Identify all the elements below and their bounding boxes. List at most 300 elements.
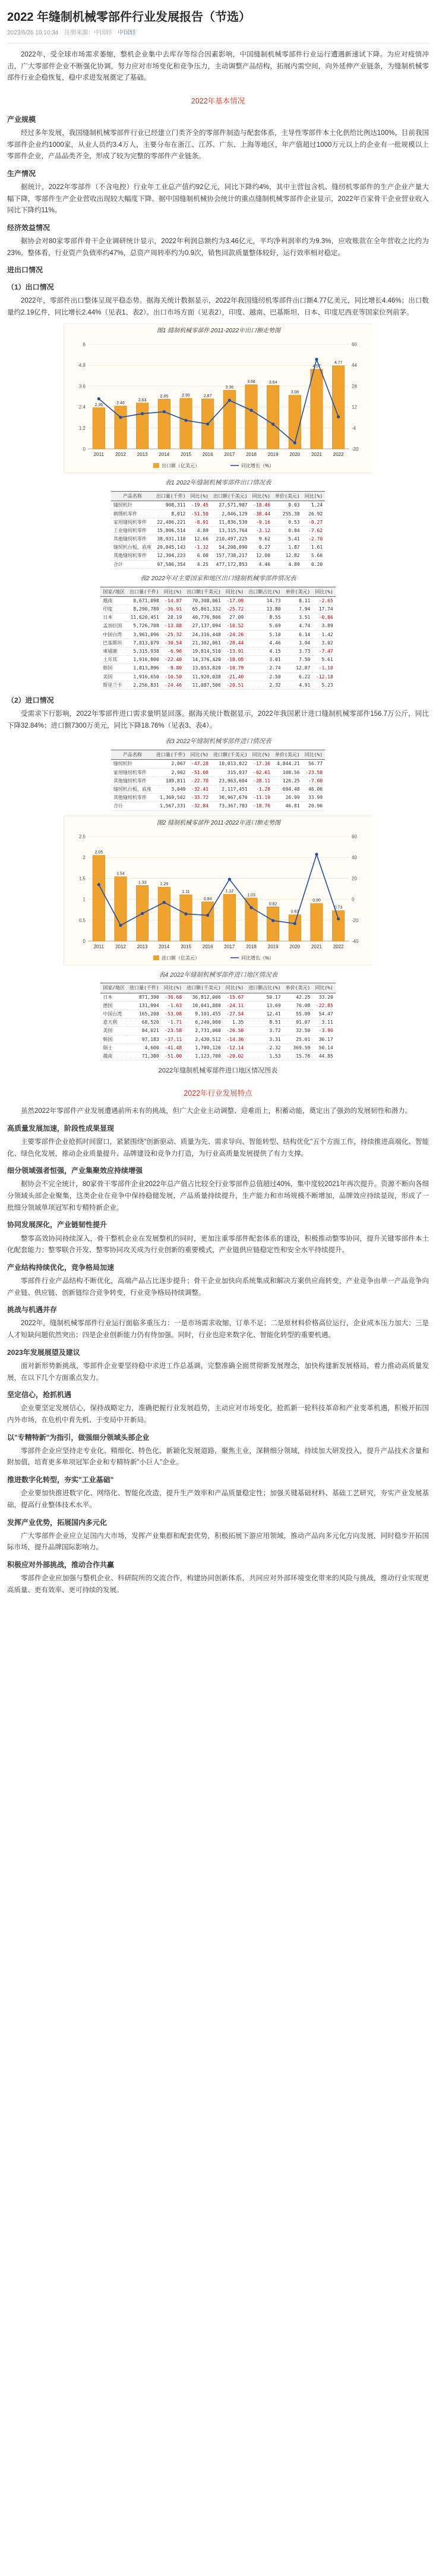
table-row	[100, 1043, 336, 1052]
table-cell: 2.32	[246, 681, 283, 689]
table-cell: 9.62	[250, 535, 273, 543]
growth-point	[271, 423, 274, 426]
figure-table3	[7, 737, 429, 810]
table-cell: 65,861,332	[184, 605, 223, 614]
article-source: 注册来源：中国轻	[64, 30, 112, 36]
table-cell: 缝纫机台板、底座	[111, 785, 154, 794]
table-cell: 73,367,783	[211, 802, 250, 810]
bar-value-label: 0.73	[334, 905, 343, 910]
table-cell: 694.48	[273, 785, 302, 794]
table-cell: 477,172,853	[211, 560, 250, 568]
x-tick-label: 2021	[311, 943, 322, 949]
table-cell: 2,256,831	[127, 681, 162, 689]
table-row	[100, 647, 336, 656]
table-cell: 合计	[111, 560, 154, 568]
table-cell: 8,290,780	[127, 605, 162, 614]
x-tick-label: 2022	[333, 452, 344, 458]
table-cell: -9.80	[162, 664, 184, 672]
table-header-cell: 同比(%)	[250, 492, 273, 501]
table-cell: 315,037	[211, 768, 250, 776]
y2-tick-label: -20	[352, 446, 359, 452]
table-cell: 3.01	[246, 656, 283, 664]
table-row	[111, 768, 325, 776]
table-cell: -24.26	[223, 630, 246, 639]
y2-tick-label: 12	[352, 404, 357, 410]
x-tick-label: 2016	[202, 452, 213, 458]
table3-title: 表3 2022年缝制机械零部件进口情况表	[165, 738, 271, 746]
table-cell: 日本	[100, 993, 127, 1001]
chart-title: 图2 缝制机械零部件 2011-2022年进口额走势图	[156, 819, 281, 826]
table-cell: 2,430,512	[184, 1035, 223, 1043]
table-cell: 17.74	[312, 605, 335, 614]
bar	[289, 395, 301, 449]
table-cell: 108.56	[273, 768, 302, 776]
table-cell: 1.53	[246, 1052, 283, 1060]
table-cell: 8.55	[246, 614, 283, 622]
x-tick-label: 2019	[267, 452, 279, 458]
table1-title: 表1 2022年缝制机械零部件出口情况表	[165, 479, 271, 487]
table-cell: -18.76	[250, 802, 273, 810]
table-cell: -47.28	[188, 760, 211, 768]
bar-value-label: 0.63	[290, 910, 299, 914]
table-cell: 70,308,061	[184, 596, 223, 605]
legend-swatch-bar	[153, 463, 159, 468]
table-cell: 0.03	[273, 501, 302, 509]
bar-value-label: 0.94	[203, 897, 212, 901]
growth-point	[315, 853, 318, 855]
table-row	[100, 605, 336, 614]
table-cell: 157,738,217	[211, 552, 250, 560]
table-cell: 3.73	[283, 647, 313, 656]
table-header-cell: 单价(美元)	[283, 983, 313, 993]
legend-swatch-bar	[153, 955, 159, 960]
table-cell: 4.89	[273, 560, 302, 568]
article-date: 2023/6/26 10:10:34	[7, 30, 59, 36]
y2-tick-label: 44	[352, 363, 357, 369]
table-cell: 0.84	[273, 526, 302, 534]
paragraph-export: 2022年，零部件出口整体呈现平稳态势。据海关统计数据显示，2022年我国缝纫机零部件出口额4.77亿美元，同比增长4.46%；出口数量约2.19亿件，同比增长2.44%（见表1、表2）。出口市场方面（见表2），印度、越南、巴基斯坦、日本、印度尼西亚等国家位列前茅。	[7, 297, 429, 316]
growth-point	[184, 419, 187, 422]
table-cell: 印度	[100, 605, 127, 614]
x-tick-label: 2019	[267, 943, 279, 949]
figure-table1	[7, 478, 429, 569]
table-cell: -3.12	[250, 526, 273, 534]
table-cell: -33.72	[188, 794, 211, 802]
growth-point	[228, 399, 231, 402]
table-row	[100, 622, 336, 630]
heading-suggest-5: 积极应对外部挑战，推动合作共赢	[7, 1560, 115, 1569]
y-tick-label: 1	[83, 897, 86, 902]
x-tick-label: 2022	[333, 943, 344, 949]
table-cell: 12.41	[246, 1009, 283, 1018]
table-cell: 20.96	[302, 802, 325, 810]
table-cell: -7.62	[302, 526, 325, 534]
table-cell: 2,117,451	[211, 785, 250, 794]
table-row	[100, 1027, 336, 1035]
table-cell: 1,916,650	[127, 672, 162, 681]
table-cell: 4.89	[188, 526, 211, 534]
table-header-cell: 进口额占比(%)	[246, 983, 283, 993]
table-cell: -2.70	[302, 535, 325, 543]
table-row	[111, 509, 325, 518]
table-cell: -6.96	[162, 647, 184, 656]
bar-value-label: 3.08	[290, 390, 299, 395]
table-header-cell: 进口额(千美元)	[211, 750, 250, 760]
table-row	[100, 664, 336, 672]
table-cell: 76.08	[283, 1001, 313, 1009]
table-header-cell: 出口量(千件)	[154, 492, 188, 501]
y-tick-label: 1.5	[78, 875, 86, 881]
bar	[223, 894, 236, 941]
paragraph-feature-4: 零部件行业产品结构不断优化，高端产品占比逐步提升；骨干企业加快向系统集成和解决方案供应商转变，产业竞争由单一产品竞争向产业链、供应链、创新链综合竞争转变，行业竞争格局持续调整。	[7, 1277, 429, 1297]
bar-value-label: 1.03	[247, 893, 255, 898]
table-row	[100, 1052, 336, 1060]
table-header-cell: 同比(%)	[162, 587, 184, 596]
bar-value-label: 2.90	[182, 394, 190, 398]
table-cell: -13.91	[223, 647, 246, 656]
y2-tick-label: 0	[352, 897, 355, 902]
y-tick-label: 2.5	[78, 833, 86, 839]
table4	[100, 983, 336, 1061]
table-cell: -38.44	[250, 509, 273, 518]
table-cell: 家用缝纫机零件	[111, 768, 154, 776]
table-cell: 刺绣机零件	[111, 509, 154, 518]
table-cell: -2.65	[312, 596, 335, 605]
table-header-cell: 进口额(千美元)	[184, 983, 223, 993]
table-cell: 7.94	[283, 605, 313, 614]
table-cell: 1,123,700	[184, 1052, 223, 1060]
x-tick-label: 2015	[181, 452, 191, 458]
table-cell: 6.22	[283, 672, 313, 681]
figure-export-chart	[7, 323, 429, 473]
paragraph-feature-1: 主要零部件企业抢抓时间窗口，紧紧围绕"创新驱动、质量为先、需求导向、智能转型、结构优化"五个方面工作，持续推进高端化、智能化、绿色化发展，推动企业质量提升、品牌建设和竞争力打造，为行业高质量发展提供了有力支撑。	[7, 1138, 429, 1158]
heading-trade: 进出口情况	[7, 266, 43, 275]
table-cell: 210,497,225	[211, 535, 250, 543]
bar	[267, 907, 279, 941]
table-row	[100, 993, 336, 1001]
table-cell: 1.42	[312, 630, 335, 639]
heading-feature-4: 产业结构持续优化，竞争格局加速	[7, 1263, 115, 1272]
heading-feature-3: 协同发展深化，产业链韧性提升	[7, 1221, 108, 1229]
table-row	[111, 785, 325, 794]
table-cell: -28.11	[250, 776, 273, 785]
bar	[115, 406, 127, 449]
table-cell: -17.36	[250, 760, 273, 768]
table-cell: 工业缝纫机零件	[111, 526, 154, 534]
table-header-cell: 同比(%)	[250, 750, 273, 760]
table-header-row	[100, 587, 336, 596]
paragraph-suggest-1: 企业要坚定发展信心，保持战略定力，准确把握行业发展趋势，主动应对市场变化，抢抓新一轮科技革命和产业变革机遇，积极开拓国内外市场，在危机中育先机、于变局中开新局。	[7, 1405, 429, 1424]
table-cell: 10,041,880	[184, 1001, 223, 1009]
table-row	[111, 552, 325, 560]
table-cell: 5.41	[273, 535, 302, 543]
table-cell: 97,586,354	[154, 560, 188, 568]
table-cell: 3.31	[246, 1035, 283, 1043]
bar	[332, 910, 345, 941]
table-header-cell: 同比(%)	[188, 492, 211, 501]
table-cell: 合计	[111, 802, 154, 810]
table-header-cell: 同比(%)	[302, 492, 325, 501]
paragraph-suggest-2: 零部件企业应坚持走专业化、精细化、特色化、新颖化发展道路，聚焦主业，深耕细分领域，持续加大研发投入，提升产品技术含量和附加值，培育更多单项冠军企业和专精特新"小巨人"企业。	[7, 1447, 429, 1467]
bar-value-label: 2.46	[116, 401, 125, 406]
table-cell: -1.28	[250, 785, 273, 794]
table-cell: 10,013,022	[211, 760, 250, 768]
growth-point	[337, 416, 340, 419]
bar-value-label: 2.85	[160, 394, 169, 399]
paragraph-features-intro: 虽然2022年零部件产业发展遭遇前所未有的挑战，但广大企业主动调整、迎难而上，积蓄动能，奠定出了强劲的发展韧性和潜力。	[21, 1108, 412, 1115]
table-cell: 家用缝纫机零件	[111, 518, 154, 526]
bar	[180, 398, 192, 449]
table-cell: -24.46	[162, 681, 184, 689]
table-row	[100, 596, 336, 605]
table-cell: 255.38	[273, 509, 302, 518]
bar-value-label: 2.05	[94, 850, 103, 855]
table-cell: 其他缝纫机零件	[111, 776, 154, 785]
table-cell: 德国	[100, 1001, 127, 1009]
table-cell: -32.84	[188, 802, 211, 810]
y-tick-label: 0	[83, 446, 86, 452]
x-tick-label: 2017	[224, 452, 235, 458]
table1	[111, 491, 325, 569]
table-cell: 29,045,143	[154, 543, 188, 552]
heading-outlook: 2023年发展展望及建议	[7, 1348, 80, 1357]
table-cell: -22.70	[188, 776, 211, 785]
chart-title: 图1 缝制机械零部件 2011-2022年出口额走势图	[156, 328, 281, 335]
table-cell: 28.19	[162, 614, 184, 622]
table-cell: -9.16	[250, 518, 273, 526]
growth-point	[141, 413, 144, 416]
table-cell: 71,300	[127, 1052, 162, 1060]
x-tick-label: 2011	[93, 943, 104, 949]
table-row	[111, 794, 325, 802]
table-cell: 871,390	[127, 993, 162, 1001]
table-cell: 7,013,079	[127, 639, 162, 647]
bar	[158, 887, 170, 941]
source-link[interactable]: 中国轻	[118, 30, 136, 36]
table-cell: 6,240,000	[184, 1018, 223, 1027]
table-cell: -0.27	[302, 518, 325, 526]
table-cell: 3,961,096	[127, 630, 162, 639]
table-cell: 9,101,455	[184, 1009, 223, 1018]
table-row	[100, 672, 336, 681]
table-cell: -10.52	[223, 622, 246, 630]
table-cell: 5.61	[312, 656, 335, 664]
x-tick-label: 2012	[115, 452, 126, 458]
table-cell: 土耳其	[100, 656, 127, 664]
table-cell: 韩国	[100, 1035, 127, 1043]
table-cell: -41.48	[162, 1043, 184, 1052]
table-cell: 3.89	[312, 622, 335, 630]
table-header-cell: 同比(%)	[162, 983, 184, 993]
bar-value-label: 1.29	[160, 882, 169, 886]
table-cell: -18.46	[250, 501, 273, 509]
table-cell: 瑞士	[100, 1043, 127, 1052]
table-cell: 越南	[100, 1052, 127, 1060]
table-cell: 7.50	[283, 656, 313, 664]
figure-import-chart	[7, 816, 429, 965]
heading-feature-1: 高质量发展加速，阶段性成果显现	[7, 1124, 115, 1133]
table-cell: 2.32	[246, 1043, 283, 1052]
table-header-cell: 产品名称	[111, 750, 154, 760]
table-row	[111, 760, 325, 768]
table-cell: 21,302,061	[184, 639, 223, 647]
growth-point	[249, 409, 252, 412]
heading-suggest-4: 发挥产业优势，拓展国内多元化	[7, 1518, 108, 1527]
table-cell: -25.72	[223, 605, 246, 614]
table-cell: 165,208	[127, 1009, 162, 1018]
table-cell: -21.40	[223, 672, 246, 681]
growth-point	[271, 919, 274, 921]
table-cell: 0.20	[302, 560, 325, 568]
table-header-cell: 同比(%)	[302, 750, 325, 760]
table-cell: 91.07	[283, 1018, 313, 1027]
table-cell: -22.85	[312, 1001, 335, 1009]
bar	[93, 408, 105, 449]
table-cell: -12.18	[312, 672, 335, 681]
table-cell: 柬埔寨	[100, 647, 127, 656]
paragraph-feature-2: 据协会不完全统计，80家骨干零部件企业2022年总产值占比较全行业零部件总值超过40%，集中度较2021年再次提升。资源不断向各细分领域头部企业聚集，这类企业在竞争中保持稳健发展，产品质量持续提升，生产能力和市场规模不断增加，品牌效应持续显现，形成了一批细分领域单项冠军和专精特新企业。	[7, 1181, 429, 1212]
table-cell: 11,620,451	[127, 614, 162, 622]
y2-tick-label: 28	[352, 383, 357, 389]
table-cell: 其他缝纫机零件	[111, 535, 154, 543]
growth-point	[206, 914, 209, 917]
bar	[93, 855, 105, 941]
table-cell: 0.53	[273, 518, 302, 526]
table-cell: 缝纫机针	[111, 760, 154, 768]
table-cell: 3,049	[154, 785, 188, 794]
table-cell: 12.87	[283, 664, 313, 672]
table-cell: -15.67	[223, 993, 246, 1001]
table-cell: -51.50	[188, 509, 211, 518]
table-cell: 8.11	[283, 596, 313, 605]
table-cell: 其他缝纫机零件	[111, 794, 154, 802]
growth-point	[184, 912, 187, 915]
y2-tick-label: -4	[352, 426, 356, 432]
table-cell: 11,087,506	[184, 681, 223, 689]
growth-point	[293, 921, 296, 924]
table-cell: 33.20	[312, 993, 335, 1001]
growth-point	[293, 442, 296, 445]
table-cell: -7.47	[312, 647, 335, 656]
heading-feature-2: 细分领域强者恒强，产业集聚效应持续增强	[7, 1166, 143, 1175]
table-cell: 缝纫机针	[111, 501, 154, 509]
table-cell: -3.90	[312, 1027, 335, 1035]
heading-suggest-3: 推进数字化转型，夯实"工业基础"	[7, 1476, 114, 1484]
table-cell: 8,671,098	[127, 596, 162, 605]
legend-label-bar: 进口额（亿美元）	[162, 955, 200, 961]
x-tick-label: 2017	[224, 943, 235, 949]
table-cell: 44.85	[312, 1052, 335, 1060]
y-tick-label: 1.2	[78, 426, 86, 432]
table-cell: 12.66	[188, 535, 211, 543]
table-cell: -30.54	[162, 639, 184, 647]
bar	[311, 903, 323, 941]
bar-value-label: 0.82	[268, 901, 277, 906]
table-cell: -28.44	[223, 639, 246, 647]
growth-point	[206, 423, 209, 426]
table-cell: 中国台湾	[100, 630, 127, 639]
table-cell: -10.79	[223, 664, 246, 672]
table-row	[111, 560, 325, 568]
table-cell: 0.27	[250, 543, 273, 552]
table-cell: -51.08	[188, 768, 211, 776]
bar-value-label: 4.57	[312, 364, 321, 369]
bar-value-label: 2.87	[203, 394, 212, 399]
table-cell: 46.06	[302, 785, 325, 794]
figure-caption: 2022年缝制机械零部件进口地区情况图表	[158, 1067, 278, 1075]
table-cell: 13.80	[246, 605, 283, 614]
x-tick-label: 2021	[311, 452, 322, 458]
table-cell: 越南	[100, 596, 127, 605]
chart-svg	[64, 324, 373, 473]
table-cell: -37.11	[162, 1035, 184, 1043]
figure-table2	[7, 574, 429, 690]
table-header-cell: 单价(美元)	[283, 587, 313, 596]
y2-tick-label: 60	[352, 342, 357, 348]
table-row	[100, 630, 336, 639]
table-cell: 46.81	[273, 802, 302, 810]
intro-paragraph: 2022年，受全球市场需求萎缩，整机企业集中去库存等综合因素影响，中国缝制机械零部件行业运行遭遇新速试下降。为应对疫情冲击，广大零部件企业不断强化协调，努力应对市场变化和竞争压力，主动调整产品结构，拓展内需空间，向外延伸产业链条，为缝制机械零部件行业企稳恢复，稳中求进发展奠定了基础。	[7, 51, 429, 82]
table-cell: 27.09	[223, 614, 246, 622]
table-header-row	[111, 492, 325, 501]
x-tick-label: 2011	[93, 452, 104, 458]
table-cell: 4.74	[283, 622, 313, 630]
table-row	[111, 776, 325, 785]
table-cell: -36.68	[162, 993, 184, 1001]
heading-suggest-2: 以"专精特新"为指引，做强细分领域头部企业	[7, 1433, 150, 1442]
table-cell: 26.92	[302, 509, 325, 518]
x-tick-label: 2020	[289, 943, 301, 949]
table-cell: -20.51	[223, 681, 246, 689]
table-row	[100, 656, 336, 664]
table-cell: 32.50	[283, 1027, 313, 1035]
table-cell: 6.00	[188, 552, 211, 560]
table-row	[111, 535, 325, 543]
table-cell: -36.91	[162, 605, 184, 614]
bar-value-label: 4.77	[334, 361, 343, 366]
table-cell: 24,316,448	[184, 630, 223, 639]
table-cell: 韩国	[100, 664, 127, 672]
bar	[332, 366, 345, 449]
paragraph-outlook: 面对新形势新挑战，零部件企业要坚持稳中求进工作总基调，完整准确全面贯彻新发展理念，加快构建新发展格局，着力推动高质量发展，在以下几个方面重点发力。	[7, 1362, 429, 1382]
paragraph-feature-5: 2022年，缝制机械零部件行业运行面临多重压力：一是市场需求收缩，订单不足；二是原材料价格高位运行，企业成本压力加大；三是人才短缺问题依然突出；四是企业创新能力仍有待加强。同时，行业也迎来数字化、智能化转型的重要机遇。	[7, 1320, 429, 1339]
bar-value-label: 1.33	[138, 880, 147, 885]
table-cell: 26.99	[273, 794, 302, 802]
bar	[158, 400, 170, 449]
legend-label-line: 同比增长（%）	[241, 463, 274, 469]
paragraph-feature-3: 整零高效协同持续深入，骨干整机企业在发展整机的同时，更加注重零部件配套体系的建设，积极推动整零协同，提升关键零部件本土化配套能力；整零联合开发、整零协同攻关成为行业创新的重要模式，产业链供应链稳定性和安全水平持续提升。	[7, 1235, 429, 1254]
table-cell: 2,067	[154, 760, 188, 768]
y-tick-label: 6	[83, 342, 86, 348]
table-cell: 3.04	[283, 639, 313, 647]
table-cell: -27.54	[223, 1009, 246, 1018]
table-header-cell: 同比(%)	[188, 750, 211, 760]
y2-tick-label: -40	[352, 938, 359, 944]
table-row	[111, 526, 325, 534]
article-title: 2022 年缝制机械零部件行业发展报告（节选）	[7, 11, 251, 24]
table-cell: 4.91	[283, 681, 313, 689]
import-chart	[64, 816, 372, 965]
table-cell: 孟加拉国	[100, 622, 127, 630]
table-row	[111, 802, 325, 810]
export-chart	[64, 323, 372, 473]
table-cell: 1,567,331	[154, 802, 188, 810]
table-cell: 4.46	[246, 639, 283, 647]
growth-point	[163, 901, 166, 904]
table-cell: 126.25	[273, 776, 302, 785]
table-cell: 13,053,820	[184, 664, 223, 672]
table-cell: 5,315,938	[127, 647, 162, 656]
